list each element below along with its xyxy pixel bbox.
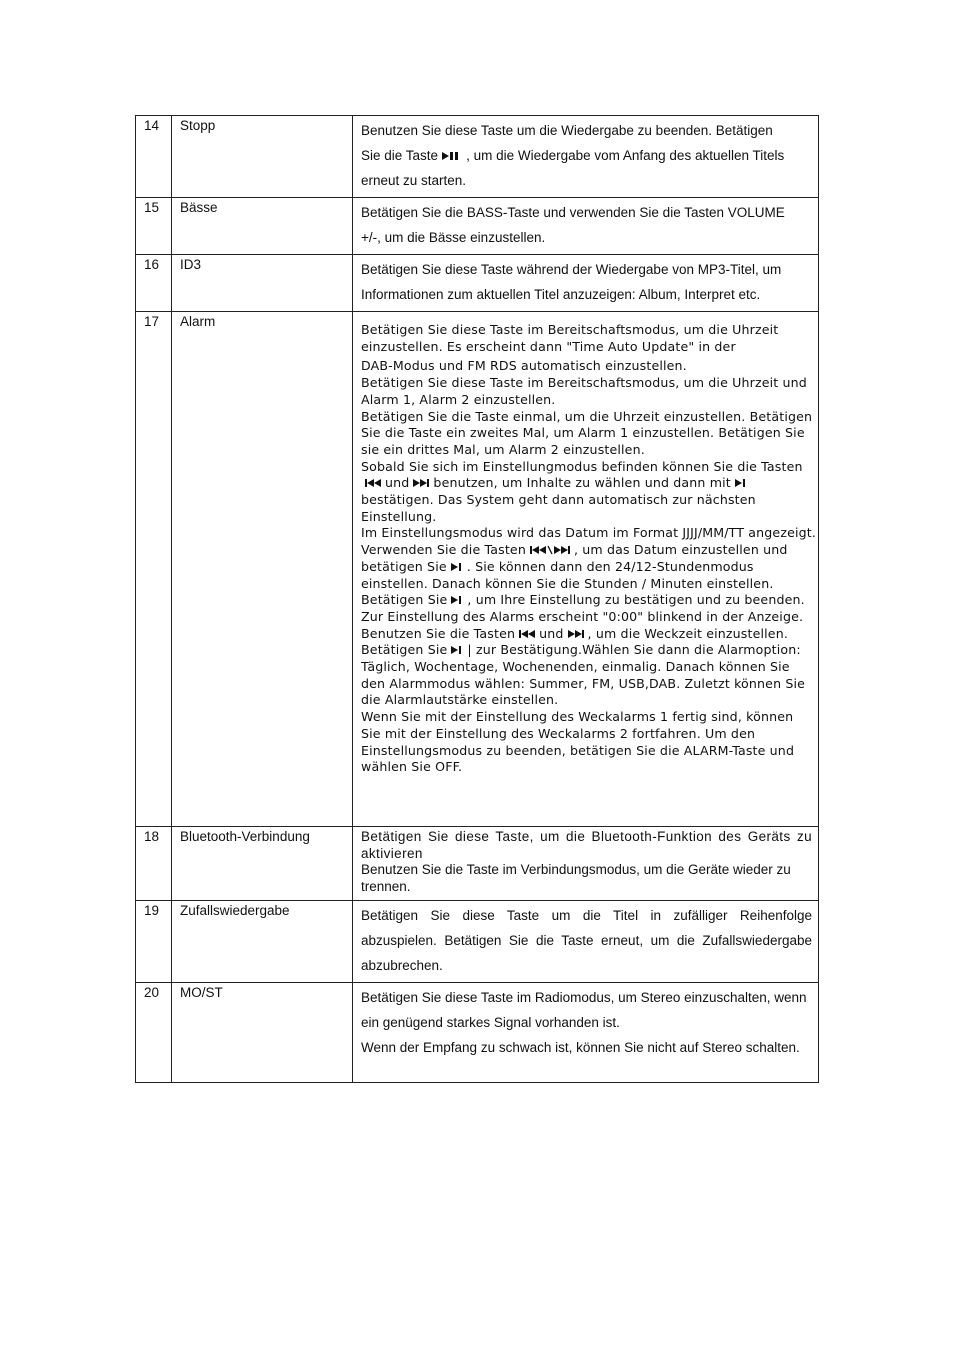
function-table: [135, 115, 819, 1083]
description-paragraph: Im Einstellungsmodus wird das Datum im Format JJJJ/MM/TT angezeigt.: [361, 525, 817, 541]
play-pause-icon: [451, 595, 463, 605]
description-line: Betätigen Sie die BASS-Taste und verwenden Sie die Tasten VOLUME: [361, 205, 785, 220]
row-number: 20: [136, 982, 172, 1082]
table-row: [136, 900, 819, 982]
description-paragraph: Betätigen Sie diese Taste im Bereitschaftsmodus, um die Uhrzeit und Alarm 1, Alarm 2 einzustellen.: [361, 375, 807, 407]
description-line: erneut zu starten.: [361, 173, 467, 188]
description-paragraph: Zur Einstellung des Alarms erscheint "0:00" blinkend in der Anzeige. Benutzen Sie die Tasten und , um die Weckzeit einzustellen. Betätigen Sie | zur Bestätigung.Wählen Sie dann die Alarmoption: Täglich, Wochentage, Wochenenden, einmalig. Danach können Sie den Alarmmodus wählen: Summer, FM, USB,DAB. Zuletzt können Sie die Alarmlautstärke einstellen.: [361, 608, 806, 708]
description-line: Benutzen Sie diese Taste um die Wiedergabe zu beenden. Betätigen: [361, 123, 773, 138]
function-description: [353, 198, 819, 255]
function-name: Alarm: [172, 312, 353, 827]
next-icon: [413, 478, 429, 488]
play-pause-icon: [442, 151, 462, 161]
row-number: 16: [136, 255, 172, 312]
table-row: [136, 116, 819, 198]
description-paragraph: Betätigen Sie die Taste einmal, um die Uhrzeit einzustellen. Betätigen Sie die Taste ein zweites Mal, um Alarm 1 einzustellen. Betätigen Sie sie ein drittes Mal, um Alarm 2 einzustellen.: [361, 408, 813, 457]
description-line: Informationen zum aktuellen Titel anzuzeigen: Album, Interpret etc.: [361, 287, 761, 302]
function-name: Zufallswiedergabe: [172, 900, 353, 982]
table-row: [136, 198, 819, 255]
play-pause-icon: [451, 562, 463, 572]
function-name: Stopp: [172, 116, 353, 198]
description-paragraph: Betätigen Sie diese Taste, um die Bluetooth-Funktion des Geräts zu aktivieren: [361, 829, 812, 861]
description-line: Betätigen Sie diese Taste während der Wiedergabe von MP3-Titel, um: [361, 262, 782, 277]
row-number: 15: [136, 198, 172, 255]
play-pause-icon: [735, 478, 747, 488]
table-row: [136, 312, 819, 827]
description-paragraph: Betätigen Sie diese Taste im Radiomodus, um Stereo einzuschalten, wenn ein genügend starkes Signal vorhanden ist.: [361, 989, 807, 1030]
description-line: Sie die Taste , um die Wiedergabe vom Anfang des aktuellen Titels: [361, 148, 785, 163]
previous-next-icon: [530, 545, 570, 555]
description-paragraph: Sobald Sie sich im Einstellungmodus befinden können Sie die Tasten und benutzen, um Inhalte zu wählen und dann mit bestätigen. Das System geht dann automatisch zur nächsten Einstellung.: [361, 458, 803, 524]
function-description: [353, 982, 819, 1082]
table-row: [136, 827, 819, 901]
function-name: Bluetooth-Verbindung: [172, 827, 353, 901]
row-number: 18: [136, 827, 172, 901]
description-paragraph: Betätigen Sie diese Taste um die Titel in zufälliger Reihenfolge abzuspielen. Betätigen Sie die Taste erneut, um die Zufallswiedergabe abzubrechen.: [361, 907, 812, 973]
row-number: 19: [136, 900, 172, 982]
description-paragraph: Benutzen Sie die Taste im Verbindungsmodus, um die Geräte wieder zu trennen.: [361, 862, 791, 895]
play-pause-icon: [451, 645, 463, 655]
function-name: MO/ST: [172, 982, 353, 1082]
description-line: +/-, um die Bässe einzustellen.: [361, 230, 546, 245]
function-description: [353, 900, 819, 982]
description-paragraph: Wenn Sie mit der Einstellung des Weckalarms 1 fertig sind, können Sie mit der Einstellung des Weckalarms 2 fortfahren. Um den Einstellungsmodus zu beenden, betätigen Sie die ALARM-Taste und wählen Sie OFF.: [361, 709, 795, 775]
row-number: 17: [136, 312, 172, 827]
function-description: [353, 116, 819, 198]
row-number: 14: [136, 116, 172, 198]
next-icon: [568, 629, 584, 639]
function-description: [353, 312, 819, 827]
table-row: [136, 255, 819, 312]
description-paragraph: Wenn der Empfang zu schwach ist, können Sie nicht auf Stereo schalten.: [361, 1039, 800, 1055]
function-description: [353, 255, 819, 312]
function-name: Bässe: [172, 198, 353, 255]
description-paragraph: Betätigen Sie diese Taste im Bereitschaftsmodus, um die Uhrzeit einzustellen. Es erscheint dann "Time Auto Update" in der: [361, 322, 779, 354]
function-description: [353, 827, 819, 901]
previous-icon: [519, 629, 535, 639]
table-row: [136, 982, 819, 1082]
description-paragraph: DAB-Modus und FM RDS automatisch einzustellen.: [361, 358, 687, 374]
description-paragraph: Verwenden Sie die Tasten , um das Datum einzustellen und betätigen Sie . Sie können dann den 24/12-Stundenmodus einstellen. Danach können Sie die Stunden / Minuten einstellen. Betätigen Sie , um Ihre Einstellung zu bestätigen und zu beenden.: [361, 542, 805, 608]
function-name: ID3: [172, 255, 353, 312]
previous-icon: [365, 478, 381, 488]
